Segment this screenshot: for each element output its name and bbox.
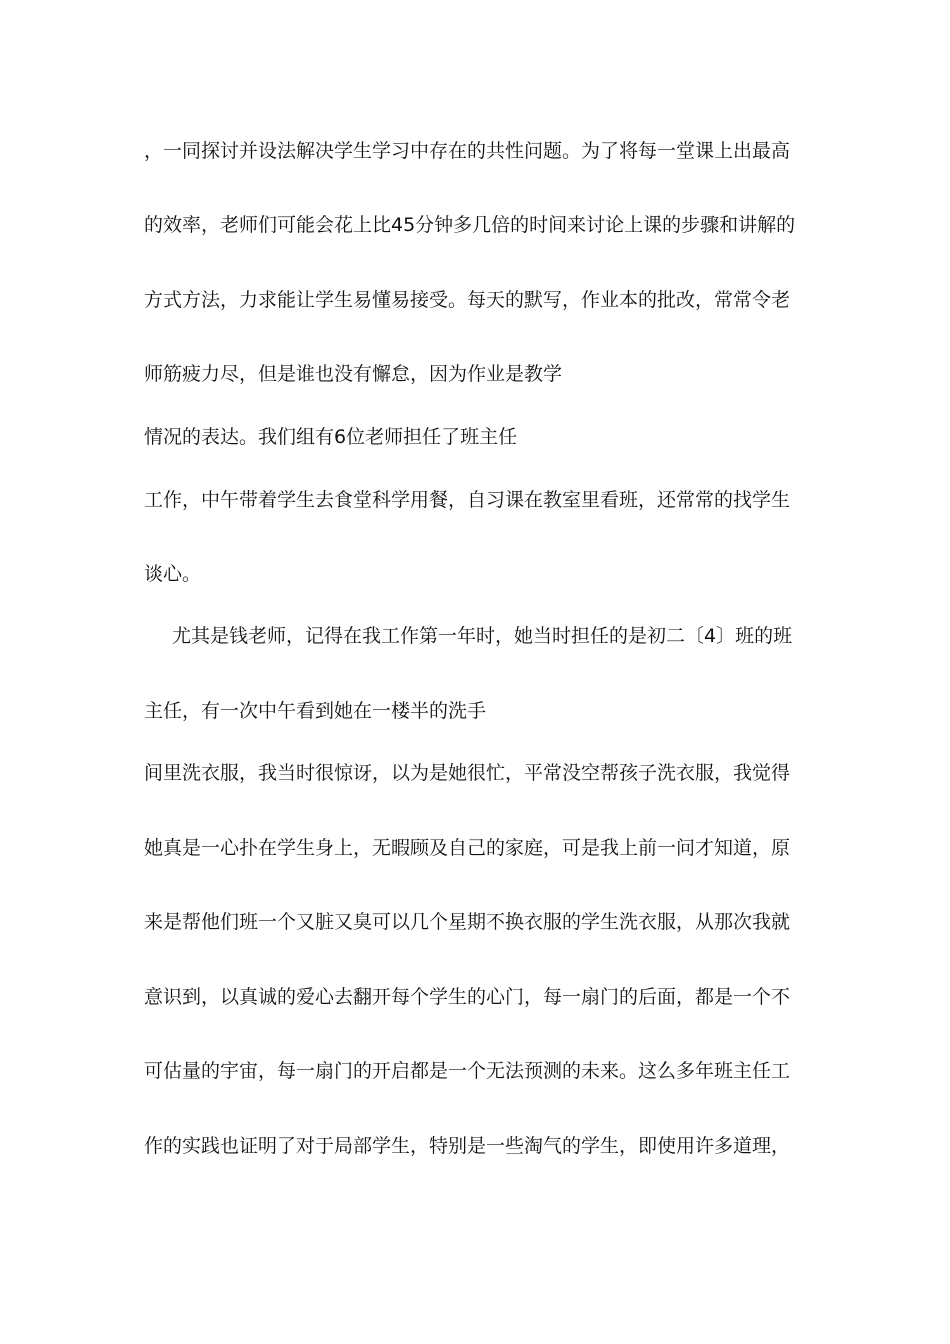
- text-line: 意识到，以真诚的爱心去翻开每个学生的心门，每一扇门的后面，都是一个不: [144, 986, 791, 1008]
- text-line: 可估量的宇宙，每一扇门的开启都是一个无法预测的未来。这么多年班主任工: [144, 1060, 791, 1082]
- text-line: 作的实践也证明了对于局部学生，特别是一些淘气的学生，即使用许多道理，: [144, 1135, 791, 1157]
- text-line: 来是帮他们班一个又脏又臭可以几个星期不换衣服的学生洗衣服，从那次我就: [144, 911, 791, 933]
- text-line: 师筋疲力尽，但是谁也没有懈怠，因为作业是教学: [144, 363, 563, 385]
- text-line: 工作，中午带着学生去食堂科学用餐，自习课在教室里看班，还常常的找学生: [144, 489, 791, 511]
- text-line: 间里洗衣服，我当时很惊讶，以为是她很忙，平常没空帮孩子洗衣服，我觉得: [144, 762, 791, 784]
- text-line: 的效率，老师们可能会花上比45分钟多几倍的时间来讨论上课的步骤和讲解的: [144, 214, 796, 236]
- text-line: 方式方法，力求能让学生易懂易接受。每天的默写，作业本的批改，常常令老: [144, 289, 791, 311]
- text-line: ，一同探讨并设法解决学生学习中存在的共性问题。为了将每一堂课上出最高: [144, 140, 791, 162]
- text-line: 她真是一心扑在学生身上，无暇顾及自己的家庭，可是我上前一问才知道，原: [144, 837, 791, 859]
- text-line: 谈心。: [144, 563, 202, 585]
- paragraph-first-line: 尤其是钱老师，记得在我工作第一年时，她当时担任的是初二〔4〕班的班: [172, 625, 793, 647]
- text-line: 主任，有一次中午看到她在一楼半的洗手: [144, 700, 487, 722]
- text-line: 情况的表达。我们组有6位老师担任了班主任: [144, 426, 518, 448]
